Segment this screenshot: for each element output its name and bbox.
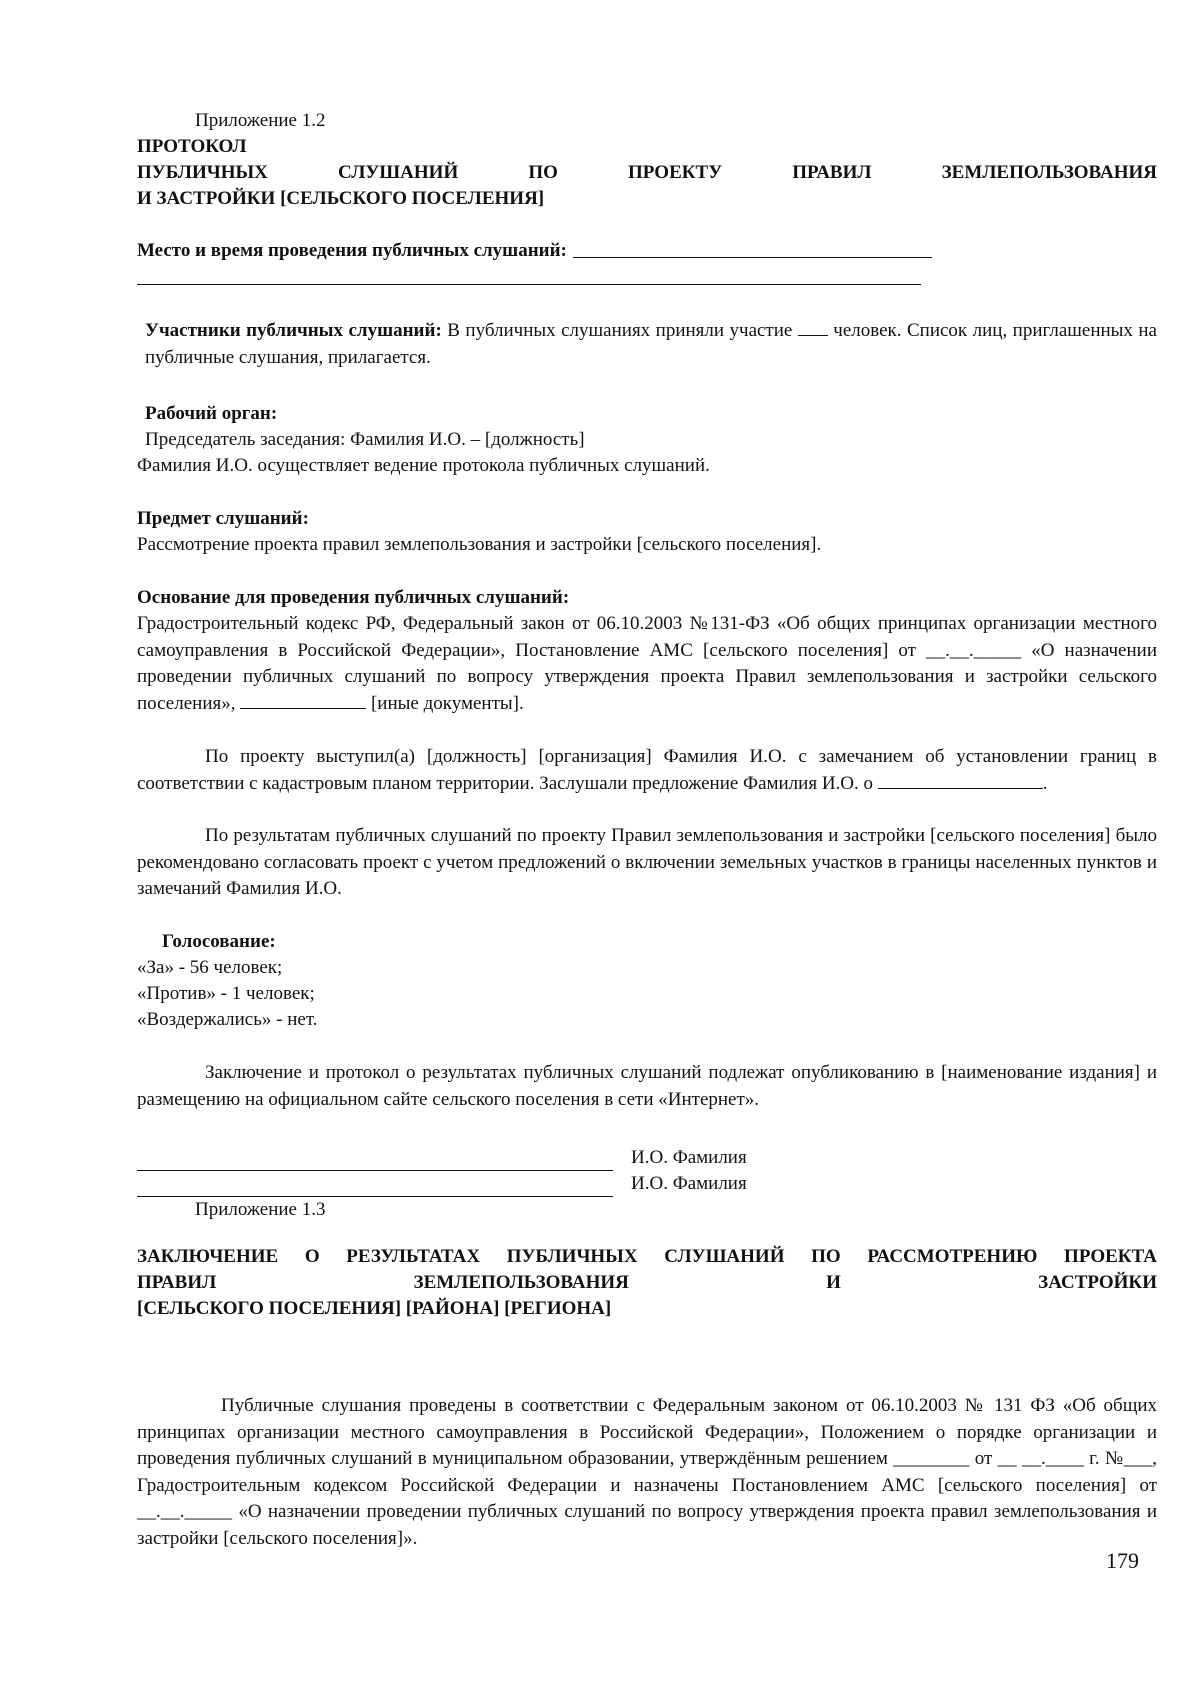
speech-proposal-blank	[878, 772, 1043, 789]
appendix-label: Приложение 1.2	[195, 110, 326, 131]
conclusion-title-line3: [СЕЛЬСКОГО ПОСЕЛЕНИЯ] [РАЙОНА] [РЕГИОНА]	[137, 1298, 612, 1319]
chair-line: Председатель заседания: Фамилия И.О. – [должность]	[145, 429, 585, 450]
basis-paragraph	[137, 611, 1157, 717]
signature-name-1: И.О. Фамилия	[631, 1147, 747, 1168]
basis-label: Основание для проведения публичных слушаний:	[137, 587, 570, 608]
signature-line-1	[137, 1170, 613, 1171]
working-body-label: Рабочий орган:	[145, 403, 278, 424]
speech-paragraph	[137, 744, 1157, 797]
participants-label: Участники публичных слушаний:	[145, 320, 442, 341]
basis-text-b: [иные документы].	[370, 692, 524, 714]
participants-text-b: человек. Список лиц, приглашенных на публичные слушания, прилагается.	[145, 320, 1157, 368]
subject-label: Предмет слушаний:	[137, 508, 309, 529]
appendix-label: Приложение 1.3	[195, 1199, 326, 1220]
results-paragraph: По результатам публичных слушаний по проекту Правил землепользования и застройки [сельского поселения] было рекомендовано согласовать проект с учетом предложений о включении земельных участков в границы населенных пунктов и замечаний Фамилия И.О.	[137, 825, 1157, 900]
vote-for: «За» - 56 человек;	[137, 957, 283, 978]
participants-paragraph	[145, 318, 1157, 371]
protocol-subtitle-line2: И ЗАСТРОЙКИ [СЕЛЬСКОГО ПОСЕЛЕНИЯ]	[137, 188, 545, 209]
place-time-label: Место и время проведения публичных слушаний:	[137, 240, 567, 261]
conclusion-title-line1: ЗАКЛЮЧЕНИЕ О РЕЗУЛЬТАТАХ ПУБЛИЧНЫХ СЛУШАНИЙ ПО РАССМОТРЕНИЮ ПРОЕКТА	[137, 1246, 1157, 1267]
place-time-blank-line2	[137, 284, 921, 285]
place-time-blank	[573, 257, 932, 258]
basis-other-docs-blank	[240, 692, 366, 709]
vote-against: «Против» - 1 человек;	[137, 983, 315, 1004]
subject-text: Рассмотрение проекта правил землепользования и застройки [сельского поселения].	[137, 534, 822, 555]
place-time-field	[137, 238, 932, 264]
participants-count-blank	[798, 319, 828, 336]
basis-text-a: Градостроительный кодекс РФ, Федеральный закон от 06.10.2003 №131-ФЗ «Об общих принципах организации местного самоуправления в Российской Федерации», Постановление АМС [сельского поселения] от __.__._____ «О назначении проведении публичных слушаний по вопросу утверждения проекта Правил землепользования и застройки сельского поселения»,	[137, 613, 1157, 714]
vote-abstain: «Воздержались» - нет.	[137, 1009, 318, 1030]
secretary-line: Фамилия И.О. осуществляет ведение протокола публичных слушаний.	[137, 455, 710, 476]
participants-text-a: В публичных слушаниях приняли участие	[447, 320, 793, 341]
publication-paragraph: Заключение и протокол о результатах публичных слушаний подлежат опубликованию в [наименование издания] и размещению на официальном сайте сельского поселения в сети «Интернет».	[137, 1062, 1157, 1110]
voting-label: Голосование:	[162, 931, 276, 952]
speech-text-a: По проекту выступил(а) [должность] [организация] Фамилия И.О. с замечанием об установлении границ в соответствии с кадастровым планом территории. Заслушали предложение Фамилия И.О. о	[137, 746, 1157, 794]
protocol-subtitle-line1: ПУБЛИЧНЫХ СЛУШАНИЙ ПО ПРОЕКТУ ПРАВИЛ ЗЕМЛЕПОЛЬЗОВАНИЯ	[137, 162, 1157, 183]
conclusion-title-line2: ПРАВИЛ ЗЕМЛЕПОЛЬЗОВАНИЯ И ЗАСТРОЙКИ	[137, 1272, 1157, 1293]
page-number: 179	[1106, 1548, 1139, 1573]
conclusion-body-paragraph: Публичные слушания проведены в соответствии с Федеральным законом от 06.10.2003 № 131 ФЗ «Об общих принципах организации местного самоуправления в Российской Федерации», Положением о порядке организации и проведения публичных слушаний в муниципальном образовании, утверждённым решением ________ от __ __.____ г. №___, Градостроительным кодексом Российской Федерации и назначены Постановлением АМС [сельского поселения] от __.__._____ «О назначении проведении публичных слушаний по вопросу утверждения проекта правил землепользования и застройки [сельского поселения]».	[137, 1395, 1157, 1549]
speech-text-b: .	[1042, 772, 1048, 794]
protocol-title: ПРОТОКОЛ	[137, 136, 247, 157]
signature-name-2: И.О. Фамилия	[631, 1173, 747, 1194]
